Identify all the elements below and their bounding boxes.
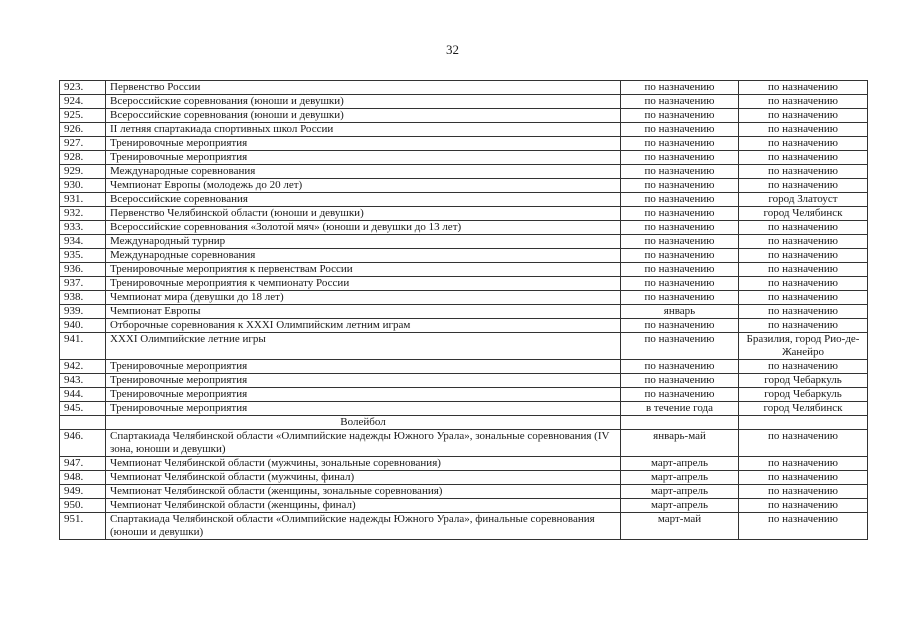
table-row: [60, 193, 868, 207]
event-name: Чемпионат Европы (молодежь до 20 лет): [106, 179, 621, 193]
event-place: по назначению: [739, 305, 868, 319]
event-date: январь-май: [621, 430, 739, 457]
event-name: Чемпионат Челябинской области (мужчины, зональные соревнования): [106, 457, 621, 471]
table-row: [60, 402, 868, 416]
table-row: [60, 123, 868, 137]
table-row: [60, 151, 868, 165]
event-date: по назначению: [621, 221, 739, 235]
table-row: [60, 471, 868, 485]
event-date: по назначению: [621, 291, 739, 305]
event-date: по назначению: [621, 123, 739, 137]
event-place: по назначению: [739, 151, 868, 165]
event-place: по назначению: [739, 249, 868, 263]
table-row: [60, 95, 868, 109]
event-place: город Чебаркуль: [739, 374, 868, 388]
event-name: Всероссийские соревнования «Золотой мяч» (юноши и девушки до 13 лет): [106, 221, 621, 235]
event-date: март-май: [621, 513, 739, 540]
event-date: по назначению: [621, 81, 739, 95]
event-date: март-апрель: [621, 457, 739, 471]
event-date: по назначению: [621, 165, 739, 179]
event-place: по назначению: [739, 95, 868, 109]
event-date: по назначению: [621, 249, 739, 263]
table-row: [60, 333, 868, 360]
section-number-cell: [60, 416, 106, 430]
event-name: Отборочные соревнования к XXXI Олимпийским летним играм: [106, 319, 621, 333]
event-date: по назначению: [621, 333, 739, 360]
event-date: март-апрель: [621, 485, 739, 499]
row-number: 936.: [60, 263, 106, 277]
row-number: 923.: [60, 81, 106, 95]
event-date: по назначению: [621, 374, 739, 388]
event-name: Всероссийские соревнования: [106, 193, 621, 207]
table-row: [60, 457, 868, 471]
event-name: Спартакиада Челябинской области «Олимпийские надежды Южного Урала», зональные соревнования (IV зона, юноши и девушки): [106, 430, 621, 457]
event-place: город Челябинск: [739, 402, 868, 416]
row-number: 940.: [60, 319, 106, 333]
events-table-body: [60, 81, 868, 540]
event-place: по назначению: [739, 81, 868, 95]
table-row: [60, 291, 868, 305]
section-row: [60, 416, 868, 430]
event-place: по назначению: [739, 137, 868, 151]
table-row: [60, 513, 868, 540]
event-date: по назначению: [621, 277, 739, 291]
event-name: Чемпионат Челябинской области (женщины, финал): [106, 499, 621, 513]
event-date: март-апрель: [621, 499, 739, 513]
row-number: 924.: [60, 95, 106, 109]
row-number: 929.: [60, 165, 106, 179]
event-place: по назначению: [739, 179, 868, 193]
section-title: Волейбол: [106, 416, 621, 430]
event-name: Чемпионат Челябинской области (женщины, зональные соревнования): [106, 485, 621, 499]
table-row: [60, 485, 868, 499]
event-date: по назначению: [621, 179, 739, 193]
event-name: Тренировочные мероприятия к чемпионату России: [106, 277, 621, 291]
event-place: по назначению: [739, 319, 868, 333]
row-number: 938.: [60, 291, 106, 305]
row-number: 946.: [60, 430, 106, 457]
event-name: Тренировочные мероприятия: [106, 402, 621, 416]
row-number: 945.: [60, 402, 106, 416]
event-name: Международный турнир: [106, 235, 621, 249]
event-name: Тренировочные мероприятия: [106, 374, 621, 388]
row-number: 951.: [60, 513, 106, 540]
event-date: по назначению: [621, 360, 739, 374]
table-row: [60, 360, 868, 374]
event-date: по назначению: [621, 193, 739, 207]
event-place: по назначению: [739, 430, 868, 457]
event-name: Тренировочные мероприятия: [106, 388, 621, 402]
table-row: [60, 81, 868, 95]
table-row: [60, 109, 868, 123]
event-name: II летняя спартакиада спортивных школ России: [106, 123, 621, 137]
event-name: Первенство Челябинской области (юноши и девушки): [106, 207, 621, 221]
table-row: [60, 305, 868, 319]
table-row: [60, 207, 868, 221]
event-name: Международные соревнования: [106, 165, 621, 179]
row-number: 933.: [60, 221, 106, 235]
event-place: по назначению: [739, 277, 868, 291]
row-number: 931.: [60, 193, 106, 207]
event-place: по назначению: [739, 513, 868, 540]
event-name: Всероссийские соревнования (юноши и девушки): [106, 109, 621, 123]
event-name: Тренировочные мероприятия: [106, 360, 621, 374]
table-row: [60, 319, 868, 333]
row-number: 934.: [60, 235, 106, 249]
event-date: по назначению: [621, 95, 739, 109]
event-date: январь: [621, 305, 739, 319]
table-row: [60, 374, 868, 388]
table-row: [60, 263, 868, 277]
event-name: Чемпионат Европы: [106, 305, 621, 319]
row-number: 926.: [60, 123, 106, 137]
event-name: Чемпионат мира (девушки до 18 лет): [106, 291, 621, 305]
event-place: по назначению: [739, 123, 868, 137]
row-number: 939.: [60, 305, 106, 319]
row-number: 941.: [60, 333, 106, 360]
table-row: [60, 277, 868, 291]
event-name: Тренировочные мероприятия: [106, 137, 621, 151]
event-place: по назначению: [739, 221, 868, 235]
table-row: [60, 430, 868, 457]
row-number: 932.: [60, 207, 106, 221]
event-place: город Челябинск: [739, 207, 868, 221]
event-name: Международные соревнования: [106, 249, 621, 263]
event-place: по назначению: [739, 235, 868, 249]
event-place: по назначению: [739, 109, 868, 123]
row-number: 928.: [60, 151, 106, 165]
table-row: [60, 221, 868, 235]
table-row: [60, 249, 868, 263]
event-name: Спартакиада Челябинской области «Олимпийские надежды Южного Урала», финальные соревнования (юноши и девушки): [106, 513, 621, 540]
row-number: 949.: [60, 485, 106, 499]
event-name: Всероссийские соревнования (юноши и девушки): [106, 95, 621, 109]
table-row: [60, 179, 868, 193]
event-date: по назначению: [621, 151, 739, 165]
event-name: Тренировочные мероприятия к первенствам России: [106, 263, 621, 277]
event-place: по назначению: [739, 360, 868, 374]
events-table: [59, 80, 868, 540]
event-date: по назначению: [621, 388, 739, 402]
row-number: 937.: [60, 277, 106, 291]
event-date: по назначению: [621, 207, 739, 221]
event-place: по назначению: [739, 291, 868, 305]
table-row: [60, 165, 868, 179]
event-name: XXXI Олимпийские летние игры: [106, 333, 621, 360]
event-name: Тренировочные мероприятия: [106, 151, 621, 165]
page-number: 32: [446, 42, 459, 57]
event-date: по назначению: [621, 263, 739, 277]
event-place: город Златоуст: [739, 193, 868, 207]
event-date: по назначению: [621, 109, 739, 123]
event-place: город Чебаркуль: [739, 388, 868, 402]
event-place: по назначению: [739, 499, 868, 513]
event-place: по назначению: [739, 485, 868, 499]
section-date-cell: [621, 416, 739, 430]
row-number: 927.: [60, 137, 106, 151]
row-number: 947.: [60, 457, 106, 471]
event-place: по назначению: [739, 471, 868, 485]
row-number: 943.: [60, 374, 106, 388]
row-number: 935.: [60, 249, 106, 263]
table-row: [60, 388, 868, 402]
event-place: по назначению: [739, 165, 868, 179]
row-number: 950.: [60, 499, 106, 513]
event-place: по назначению: [739, 457, 868, 471]
row-number: 925.: [60, 109, 106, 123]
table-row: [60, 137, 868, 151]
event-place: по назначению: [739, 263, 868, 277]
row-number: 942.: [60, 360, 106, 374]
row-number: 944.: [60, 388, 106, 402]
row-number: 948.: [60, 471, 106, 485]
event-date: по назначению: [621, 137, 739, 151]
event-date: по назначению: [621, 235, 739, 249]
section-place-cell: [739, 416, 868, 430]
table-row: [60, 499, 868, 513]
event-place: Бразилия, город Рио-де-Жанейро: [739, 333, 868, 360]
event-date: в течение года: [621, 402, 739, 416]
row-number: 930.: [60, 179, 106, 193]
event-name: Первенство России: [106, 81, 621, 95]
event-date: по назначению: [621, 319, 739, 333]
event-name: Чемпионат Челябинской области (мужчины, финал): [106, 471, 621, 485]
event-date: март-апрель: [621, 471, 739, 485]
table-row: [60, 235, 868, 249]
